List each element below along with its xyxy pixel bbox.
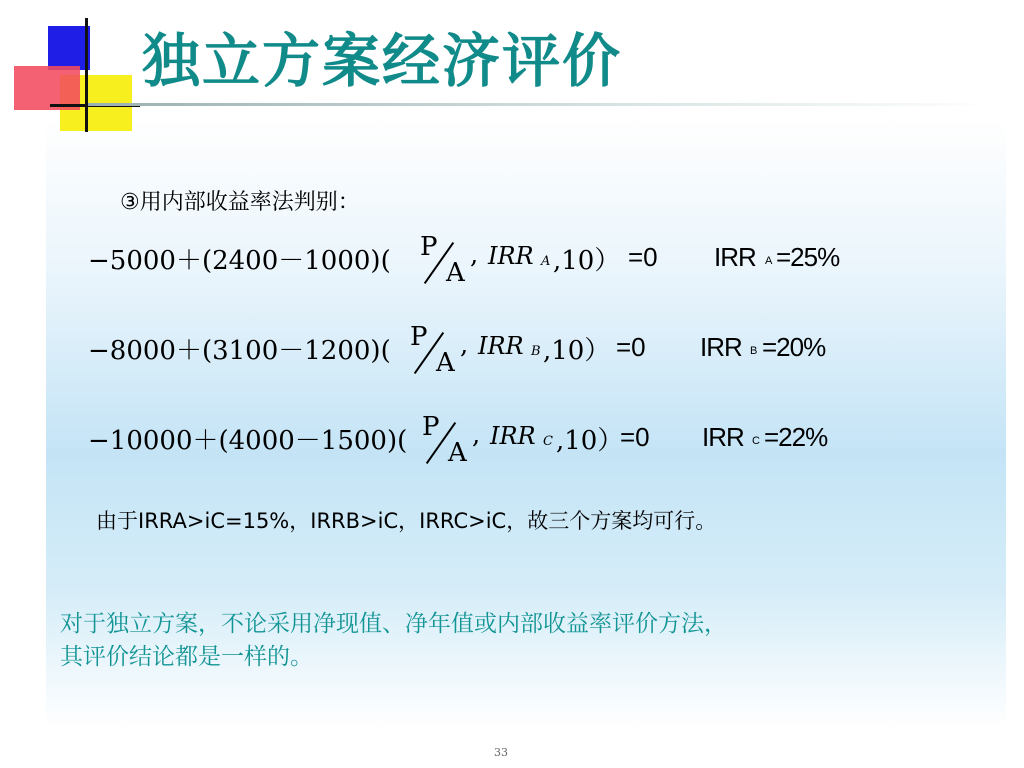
result-subscript: A: [765, 255, 773, 267]
logo-blocks: [0, 0, 140, 140]
equals-zero: =0: [616, 332, 646, 362]
equation-tail: ,10）: [543, 336, 611, 366]
equation-lhs: −10000＋(4000－1500)(: [88, 426, 408, 456]
note-line-1: 对于独立方案，不论采用净现值、净年值或内部收益率评价方法，: [60, 611, 727, 637]
fraction-numerator: P: [422, 412, 440, 442]
irr-subscript: C: [543, 434, 553, 449]
result-value: =25%: [776, 242, 840, 272]
equals-zero: =0: [628, 242, 658, 272]
equation-lhs: −5000＋(2400－1000)(: [88, 246, 391, 276]
result-value: =22%: [764, 422, 828, 452]
equals-zero: =0: [620, 422, 650, 452]
equation-tail: ,10）: [553, 246, 621, 276]
result-value: =20%: [762, 332, 826, 362]
result-name: IRR: [714, 242, 756, 272]
blue-square: [48, 26, 90, 70]
fraction-numerator: P: [420, 232, 438, 262]
result-name: IRR: [702, 422, 744, 452]
result-subscript: C: [752, 435, 760, 447]
conclusion-text: 由于IRRA>iC=15%，IRRB>iC，IRRC>iC，故三个方案均可行。: [96, 509, 717, 533]
equation-a: −5000＋(2400－1000)( P A , IRR A ,10） =0 IRR A =25%: [88, 232, 840, 288]
irr-name: IRR: [490, 422, 536, 450]
result-name: IRR: [700, 332, 742, 362]
equation-lhs: −8000＋(3100－1200)(: [88, 336, 391, 366]
irr-subscript: A: [541, 254, 551, 269]
irr-name: IRR: [478, 332, 524, 360]
irr-subscript: B: [531, 344, 541, 359]
title-rule: [88, 103, 998, 106]
vertical-line: [85, 18, 88, 132]
equation-c: −10000＋(4000－1500)( P A , IRR C ,10） =0 IRR C =22%: [88, 412, 828, 468]
equation-tail: ,10）: [556, 426, 624, 456]
note-line-2: 其评价结论都是一样的。: [60, 644, 313, 670]
note-text: [60, 608, 727, 674]
equation-b: −8000＋(3100－1200)( P A , IRR B ,10） =0 IRR B =20%: [88, 322, 826, 378]
page-title: 独立方案经济评价: [142, 27, 623, 95]
fraction-denominator: A: [446, 258, 465, 288]
fraction-denominator: A: [436, 348, 455, 378]
fraction-denominator: A: [448, 438, 467, 468]
result-subscript: B: [750, 345, 758, 357]
fraction-numerator: P: [410, 322, 428, 352]
page-number: 33: [494, 746, 508, 759]
method-label: ③用内部收益率法判别：: [120, 190, 360, 215]
irr-name: IRR: [488, 242, 534, 270]
